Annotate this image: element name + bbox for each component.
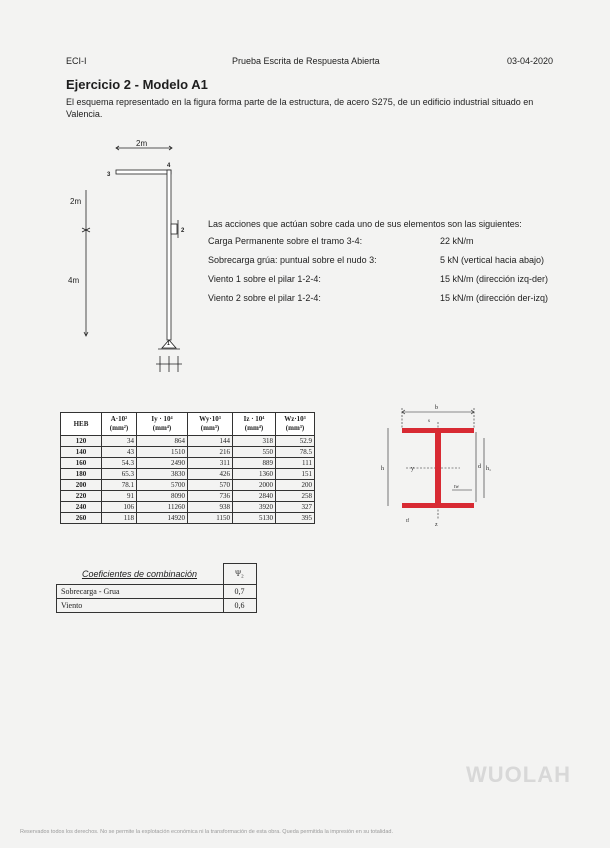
heb-size-cell: 140 (61, 447, 102, 458)
table-row (61, 436, 315, 447)
heb-value-cell: 3830 (137, 469, 188, 480)
action-row (208, 293, 588, 312)
heb-value-cell: 34 (102, 436, 137, 447)
heb-profile-diagram (378, 402, 498, 528)
action-row (208, 274, 588, 293)
heb-value-cell: 1510 (137, 447, 188, 458)
table-row (61, 447, 315, 458)
table-row (61, 458, 315, 469)
heb-value-cell: 118 (102, 513, 137, 524)
heb-value-cell: 2840 (233, 491, 276, 502)
action-label: Viento 1 sobre el pilar 1-2-4: (208, 274, 321, 284)
heb-value-cell: 258 (276, 491, 315, 502)
column-1-2-4 (167, 170, 171, 340)
table-row (61, 480, 315, 491)
dim-label-top: 2m (136, 139, 148, 148)
header-exam-type: Prueba Escrita de Respuesta Abierta (232, 56, 380, 66)
col-header-wy: Wy·10³ (mm³) (188, 413, 233, 436)
label-d: d (478, 464, 481, 470)
heb-value-cell: 550 (233, 447, 276, 458)
heb-value-cell: 2490 (137, 458, 188, 469)
table-row (61, 513, 315, 524)
structure-diagram (60, 136, 210, 376)
table-row (57, 598, 257, 612)
label-y: y (411, 466, 414, 472)
heb-size-cell: 260 (61, 513, 102, 524)
node-2-plate (171, 224, 177, 234)
heb-value-cell: 938 (188, 502, 233, 513)
dim-label-upper: 2m (70, 197, 82, 206)
table-row (57, 584, 257, 598)
heb-size-cell: 240 (61, 502, 102, 513)
node-label-3: 3 (107, 172, 111, 178)
col-header-area: A·10² (mm²) (102, 413, 137, 436)
bottom-flange (402, 503, 474, 508)
exercise-intro: El esquema representado en la figura forma parte de la estructura, de acero S275, de un edificio industrial situado en Valencia. (66, 97, 534, 119)
heb-value-cell: 311 (188, 458, 233, 469)
heb-value-cell: 52.9 (276, 436, 315, 447)
col-header-heb: HEB (61, 413, 102, 436)
heb-value-cell: 327 (276, 502, 315, 513)
heb-value-cell: 14920 (137, 513, 188, 524)
heb-value-cell: 5130 (233, 513, 276, 524)
heb-value-cell: 1360 (233, 469, 276, 480)
copyright-footer: Reservados todos los derechos. No se permite la explotación económica ni la transformación de esta obra. Queda permitida la impresión en su totalidad. (20, 829, 393, 835)
action-label: Sobrecarga grúa: puntual sobre el nudo 3: (208, 255, 377, 265)
heb-properties-table (60, 412, 315, 524)
heb-value-cell: 1150 (188, 513, 233, 524)
label-h: h (381, 466, 384, 472)
node-label-4: 4 (167, 163, 171, 169)
coef-label: Viento (57, 598, 224, 612)
action-row (208, 255, 588, 274)
table-header-row (61, 413, 315, 436)
coef-table-title: Coeficientes de combinación (81, 568, 198, 579)
heb-value-cell: 8090 (137, 491, 188, 502)
col-header-iz: Iz · 10⁴ (mm⁴) (233, 413, 276, 436)
heb-value-cell: 65.3 (102, 469, 137, 480)
coef-value: 0,7 (223, 584, 256, 598)
heb-value-cell: 11260 (137, 502, 188, 513)
action-row (208, 236, 588, 255)
label-h1: h₁ (486, 466, 492, 472)
heb-value-cell: 5700 (137, 480, 188, 491)
heb-value-cell: 318 (233, 436, 276, 447)
node-label-2: 2 (181, 228, 185, 234)
combination-coefficients-table (56, 563, 257, 613)
heb-value-cell: 2000 (233, 480, 276, 491)
coef-psi-header: Ψ₂ (223, 564, 256, 585)
exercise-title: Ejercicio 2 - Modelo A1 (66, 77, 208, 92)
heb-value-cell: 111 (276, 458, 315, 469)
heb-value-cell: 216 (188, 447, 233, 458)
heb-value-cell: 151 (276, 469, 315, 480)
action-label: Viento 2 sobre el pilar 1-2-4: (208, 293, 321, 303)
label-s: s (428, 419, 430, 424)
dim-label-lower: 4m (68, 276, 80, 285)
coef-value: 0,6 (223, 598, 256, 612)
label-z: z (435, 522, 438, 528)
actions-intro: Las acciones que actúan sobre cada uno de sus elementos son las siguientes: (208, 219, 522, 229)
heb-value-cell: 426 (188, 469, 233, 480)
label-tf: tf (406, 519, 410, 524)
heb-value-cell: 144 (188, 436, 233, 447)
label-b: b (435, 405, 438, 411)
heb-value-cell: 54.3 (102, 458, 137, 469)
heb-size-cell: 160 (61, 458, 102, 469)
action-value: 15 kN/m (dirección izq-der) (440, 274, 549, 284)
heb-size-cell: 120 (61, 436, 102, 447)
heb-size-cell: 200 (61, 480, 102, 491)
heb-value-cell: 78.1 (102, 480, 137, 491)
web (435, 433, 441, 503)
heb-value-cell: 395 (276, 513, 315, 524)
node-label-1: 1 (167, 341, 170, 347)
heb-size-cell: 220 (61, 491, 102, 502)
actions-list (208, 236, 588, 312)
top-flange (402, 428, 474, 433)
wuolah-watermark: WUOLAH (466, 762, 571, 787)
table-row (61, 491, 315, 502)
table-row (61, 502, 315, 513)
col-header-wz: Wz·10³ (mm³) (276, 413, 315, 436)
heb-value-cell: 78.5 (276, 447, 315, 458)
coef-label: Sobrecarga - Grua (57, 584, 224, 598)
heb-value-cell: 43 (102, 447, 137, 458)
header-course: ECI-I (66, 56, 87, 66)
table-header-row (57, 564, 257, 585)
heb-size-cell: 180 (61, 469, 102, 480)
heb-value-cell: 3920 (233, 502, 276, 513)
action-value: 22 kN/m (440, 236, 474, 246)
action-value: 5 kN (vertical hacia abajo) (440, 255, 545, 265)
heb-value-cell: 570 (188, 480, 233, 491)
heb-value-cell: 864 (137, 436, 188, 447)
heb-value-cell: 736 (188, 491, 233, 502)
beam-3-4 (116, 170, 171, 174)
action-label: Carga Permanente sobre el tramo 3-4: (208, 236, 363, 246)
heb-value-cell: 106 (102, 502, 137, 513)
heb-table-body (61, 436, 315, 524)
table-row (61, 469, 315, 480)
heb-value-cell: 889 (233, 458, 276, 469)
col-header-iy: Iy · 10⁴ (mm⁴) (137, 413, 188, 436)
header-date: 03-04-2020 (507, 56, 554, 66)
label-tw: tw (454, 485, 459, 490)
heb-value-cell: 200 (276, 480, 315, 491)
action-value: 15 kN/m (dirección der-izq) (440, 293, 549, 303)
heb-value-cell: 91 (102, 491, 137, 502)
